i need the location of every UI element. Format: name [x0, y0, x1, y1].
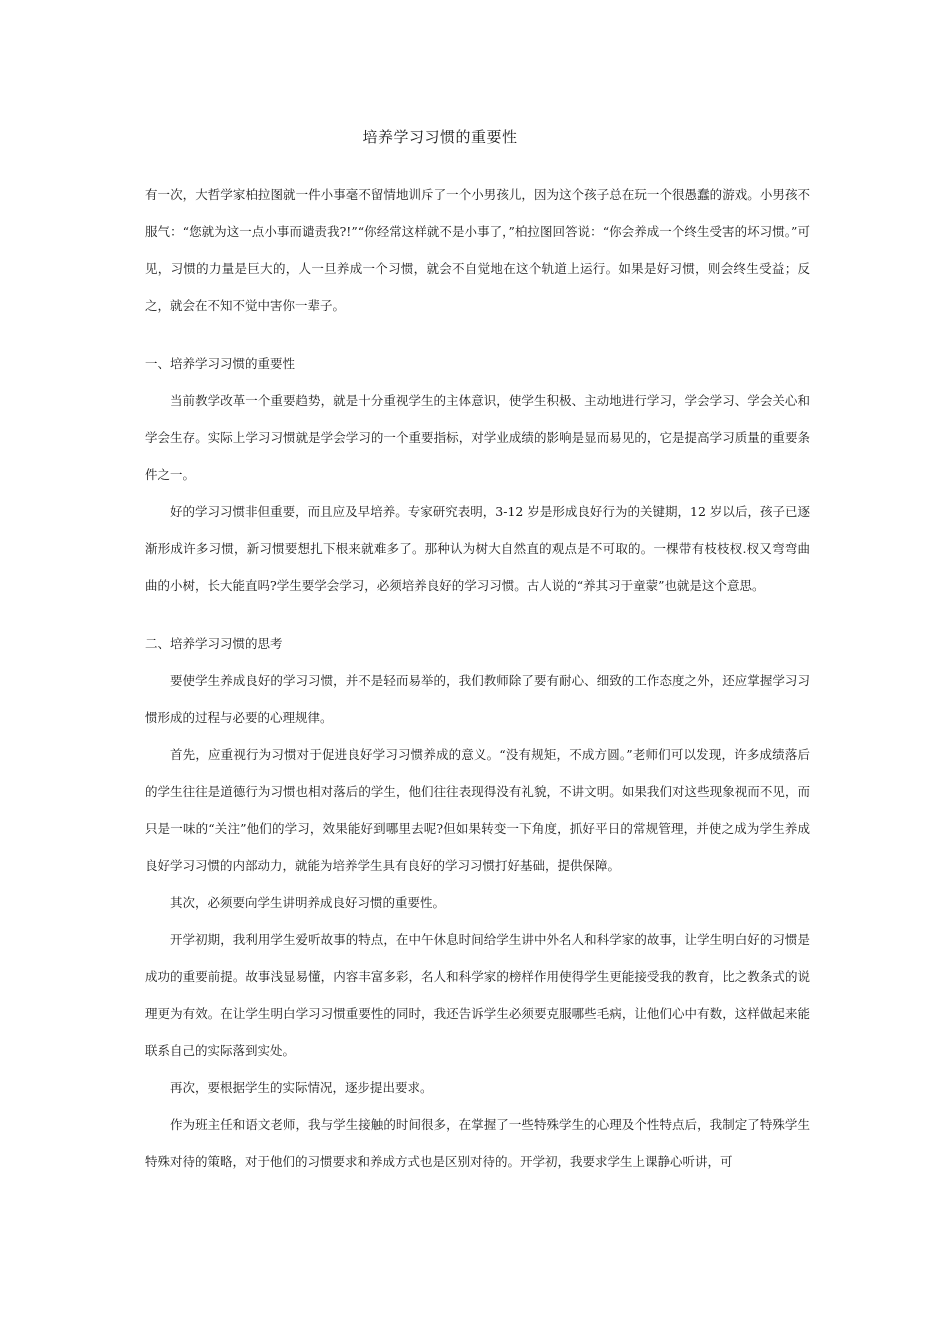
section1-paragraph: 当前教学改革一个重要趋势，就是十分重视学生的主体意识，使学生积极、主动地进行学习，学会学习、学会关心和学会生存。实际上学习习惯就是学会学习的一个重要指标，对学业成绩的影响是显而易见的，它是提高学习质量的重要条件之一。: [145, 393, 810, 482]
intro-paragraph: 有一次，大哲学家柏拉图就一件小事毫不留情地训斥了一个小男孩儿，因为这个孩子总在玩一个很愚蠢的游戏。小男孩不服气：“您就为这一点小事而谴责我?!”“你经常这样就不是小事了，”柏拉图回答说：“你会养成一个终生受害的坏习惯。”可见，习惯的力量是巨大的，人一旦养成一个习惯，就会不自觉地在这个轨道上运行。如果是好习惯，则会终生受益；反之，就会在不知不觉中害你一辈子。: [145, 187, 810, 313]
section1-paragraph: 好的学习习惯非但重要，而且应及早培养。专家研究表明，3-12 岁是形成良好行为的关键期，12 岁以后，孩子已逐渐形成许多习惯，新习惯要想扎下根来就难多了。那种认为树大自然直的观点是不可取的。一棵带有枝枝杈.杈又弯弯曲曲的小树，长大能直吗?学生要学会学习，必须培养良好的学习习惯。古人说的“养其习于童蒙”也就是这个意思。: [145, 504, 810, 593]
section-heading-2: 二、培养学习习惯的思考: [145, 636, 283, 651]
section2-paragraph: 其次，必须要向学生讲明养成良好习惯的重要性。: [170, 895, 446, 910]
section2-paragraph: 要使学生养成良好的学习习惯，并不是轻而易举的，我们教师除了要有耐心、细致的工作态度之外，还应掌握学习习惯形成的过程与必要的心理规律。: [145, 673, 810, 725]
document-body: [145, 176, 810, 1180]
section2-paragraph: 作为班主任和语文老师，我与学生接触的时间很多，在掌握了一些特殊学生的心理及个性特点后，我制定了特殊学生特殊对待的策略，对于他们的习惯要求和养成方式也是区别对待的。开学初，我要求学生上课静心听讲，可: [145, 1117, 810, 1169]
document-title: 培养学习习惯的重要性: [362, 128, 518, 146]
section2-paragraph: 再次，要根据学生的实际情况，逐步提出要求。: [170, 1080, 433, 1095]
section-heading-1: 一、培养学习习惯的重要性: [145, 356, 296, 371]
section2-paragraph: 开学初期，我利用学生爱听故事的特点，在中午休息时间给学生讲中外名人和科学家的故事，让学生明白好的习惯是成功的重要前提。故事浅显易懂，内容丰富多彩，名人和科学家的榜样作用使得学生更能接受我的教育，比之教条式的说理更为有效。在让学生明白学习习惯重要性的同时，我还告诉学生必须要克服哪些毛病，让他们心中有数，这样做起来能联系自己的实际落到实处。: [145, 932, 810, 1058]
section2-paragraph: 首先，应重视行为习惯对于促进良好学习习惯养成的意义。“没有规矩，不成方圆。”老师们可以发现，许多成绩落后的学生往往是道德行为习惯也相对落后的学生，他们往往表现得没有礼貌，不讲文明。如果我们对这些现象视而不见，而只是一味的“关注”他们的学习，效果能好到哪里去呢?但如果转变一下角度，抓好平日的常规管理，并使之成为学生养成良好学习习惯的内部动力，就能为培养学生具有良好的学习习惯打好基础，提供保障。: [145, 747, 810, 873]
